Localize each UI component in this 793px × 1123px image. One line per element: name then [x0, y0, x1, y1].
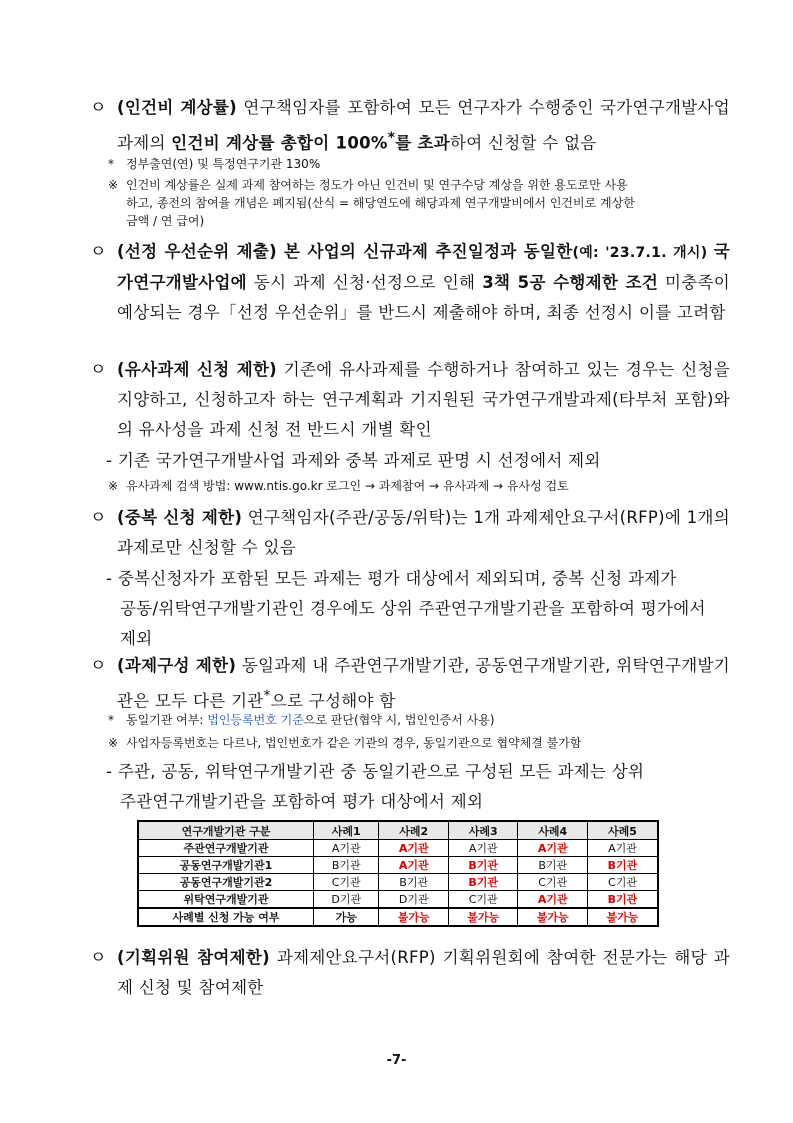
table-cell: D기관 [314, 891, 379, 909]
note: ※ 유사과제 검색 방법: www.ntis.go.kr 로그인 → 과제참여 → 유사과제 → 유사성 검토 [108, 479, 569, 493]
section-text: (과제구성 제한) 동일과제 내 주관연구개발기관, 공동연구개발기관, 위탁연구개발기관은 모두 다른 기관*으로 구성해야 함 [117, 656, 730, 711]
section-duplicate [90, 503, 730, 563]
section-priority [90, 237, 730, 328]
table-cell: 주관연구개발기관 [138, 840, 314, 857]
bullet-icon: ㅇ [90, 656, 107, 676]
bullet-icon: ㅇ [90, 98, 107, 118]
table-cell: B기관 [518, 857, 588, 874]
table-cell: A기관 [448, 840, 518, 857]
table-row [138, 908, 658, 926]
table-header-cell: 사례4 [518, 821, 588, 840]
table-cell: 불가능 [448, 908, 518, 926]
table-header-cell: 사례2 [379, 821, 449, 840]
section-text: (유사과제 신청 제한) 기존에 유사과제를 수행하거나 참여하고 있는 경우는 신청을 지양하고, 신청하고자 하는 연구계획과 기지원된 국가연구개발과제(타부처 포함)와의 유사성을 과제 신청 전 반드시 개별 확인 [117, 360, 730, 439]
bullet-icon: ㅇ [90, 360, 107, 380]
page-number: -7- [386, 1053, 407, 1068]
table-cell: 위탁연구개발기관 [138, 891, 314, 909]
note: ※ 인건비 계상률은 실제 과제 참여하는 정도가 아닌 인건비 및 연구수당 계상을 위한 용도로만 사용 하고, 종전의 참여율 개념은 폐지됨(산식 = 해당연도에 해당과제 연구개발비에서 인건비로 계상한 금액 / 연 급여) [108, 178, 635, 228]
bullet-icon: ㅇ [90, 948, 107, 968]
table-cell: C기관 [518, 874, 588, 891]
table-cell: A기관 [314, 840, 379, 857]
table-cell: 불가능 [379, 908, 449, 926]
note: * 동일기관 여부: 법인등록번호 기준으로 판단(협약 시, 법인인증서 사용) [108, 713, 495, 727]
table-cell: B기관 [588, 891, 659, 909]
table-cell: 불가능 [518, 908, 588, 926]
bullet-icon: ㅇ [90, 508, 107, 528]
dash-item: - 기존 국가연구개발사업 과제와 중복 과제로 판명 시 선정에서 제외 [106, 451, 601, 470]
table-header-row [138, 821, 658, 840]
table-cell: C기관 [314, 874, 379, 891]
table-cell: 가능 [314, 908, 379, 926]
table-header-cell: 연구개발기관 구분 [138, 821, 314, 840]
table-row [138, 874, 658, 891]
table-header-cell: 사례3 [448, 821, 518, 840]
table-cell: B기관 [314, 857, 379, 874]
table-cell: B기관 [448, 874, 518, 891]
table-cell: B기관 [379, 874, 449, 891]
table-cell: 공동연구개발기관1 [138, 857, 314, 874]
table-row [138, 840, 658, 857]
bullet-icon: ㅇ [90, 242, 107, 262]
table-cell: D기관 [379, 891, 449, 909]
dash-item: - 주관, 공동, 위탁연구개발기관 중 동일기관으로 구성된 모든 과제는 상위 주관연구개발기관을 포함하여 평가 대상에서 제외 [106, 762, 645, 811]
dash-item: - 중복신청자가 포함된 모든 과제는 평가 대상에서 제외되며, 중복 신청 과제가 공동/위탁연구개발기관인 경우에도 상위 주관연구개발기관을 포함하여 평가에서 제외 [106, 569, 706, 648]
table-cell: A기관 [379, 840, 449, 857]
table-cell: C기관 [448, 891, 518, 909]
section-planning-committee [90, 943, 730, 1003]
section-text: (인건비 계상률) 연구책임자를 포함하여 모든 연구자가 수행중인 국가연구개발사업 과제의 인건비 계상률 총합이 100%*를 초과하여 신청할 수 없음 [117, 98, 730, 153]
table-cell: 불가능 [588, 908, 659, 926]
table-row [138, 891, 658, 909]
table-header-cell: 사례5 [588, 821, 659, 840]
table-cell: A기관 [518, 840, 588, 857]
table-cell: A기관 [588, 840, 659, 857]
table-cell: 공동연구개발기관2 [138, 874, 314, 891]
institution-case-table [137, 820, 659, 927]
table-cell: C기관 [588, 874, 659, 891]
section-labor-cost [90, 93, 730, 159]
section-text: (선정 우선순위 제출) 본 사업의 신규과제 추진일정과 동일한(예: '23.7.1. 개시) 국가연구개발사업에 동시 과제 신청·선정으로 인해 3책 5공 수행제한 조건 미충족이 예상되는 경우「선정 우선순위」를 반드시 제출해야 하며, 최종 선정시 이를 고려함 [117, 242, 731, 322]
table-header-cell: 사례1 [314, 821, 379, 840]
section-text: (중복 신청 제한) 연구책임자(주관/공동/위탁)는 1개 과제제안요구서(RFP)에 1개의 과제로만 신청할 수 있음 [117, 508, 730, 557]
table-cell: B기관 [588, 857, 659, 874]
table-row [138, 857, 658, 874]
table-cell: B기관 [448, 857, 518, 874]
note: ※ 사업자등록번호는 다르나, 법인번호가 같은 기관의 경우, 동일기관으로 협약체결 불가함 [108, 736, 582, 750]
table-cell: A기관 [518, 891, 588, 909]
table-cell: A기관 [379, 857, 449, 874]
table-cell: 사례별 신청 가능 여부 [138, 908, 314, 926]
section-similar-project [90, 355, 730, 445]
section-text: (기획위원 참여제한) 과제제안요구서(RFP) 기획위원회에 참여한 전문가는 해당 과제 신청 및 참여제한 [117, 948, 730, 997]
section-composition [90, 651, 730, 717]
note: * 정부출연(연) 및 특정연구기관 130% [108, 157, 321, 171]
